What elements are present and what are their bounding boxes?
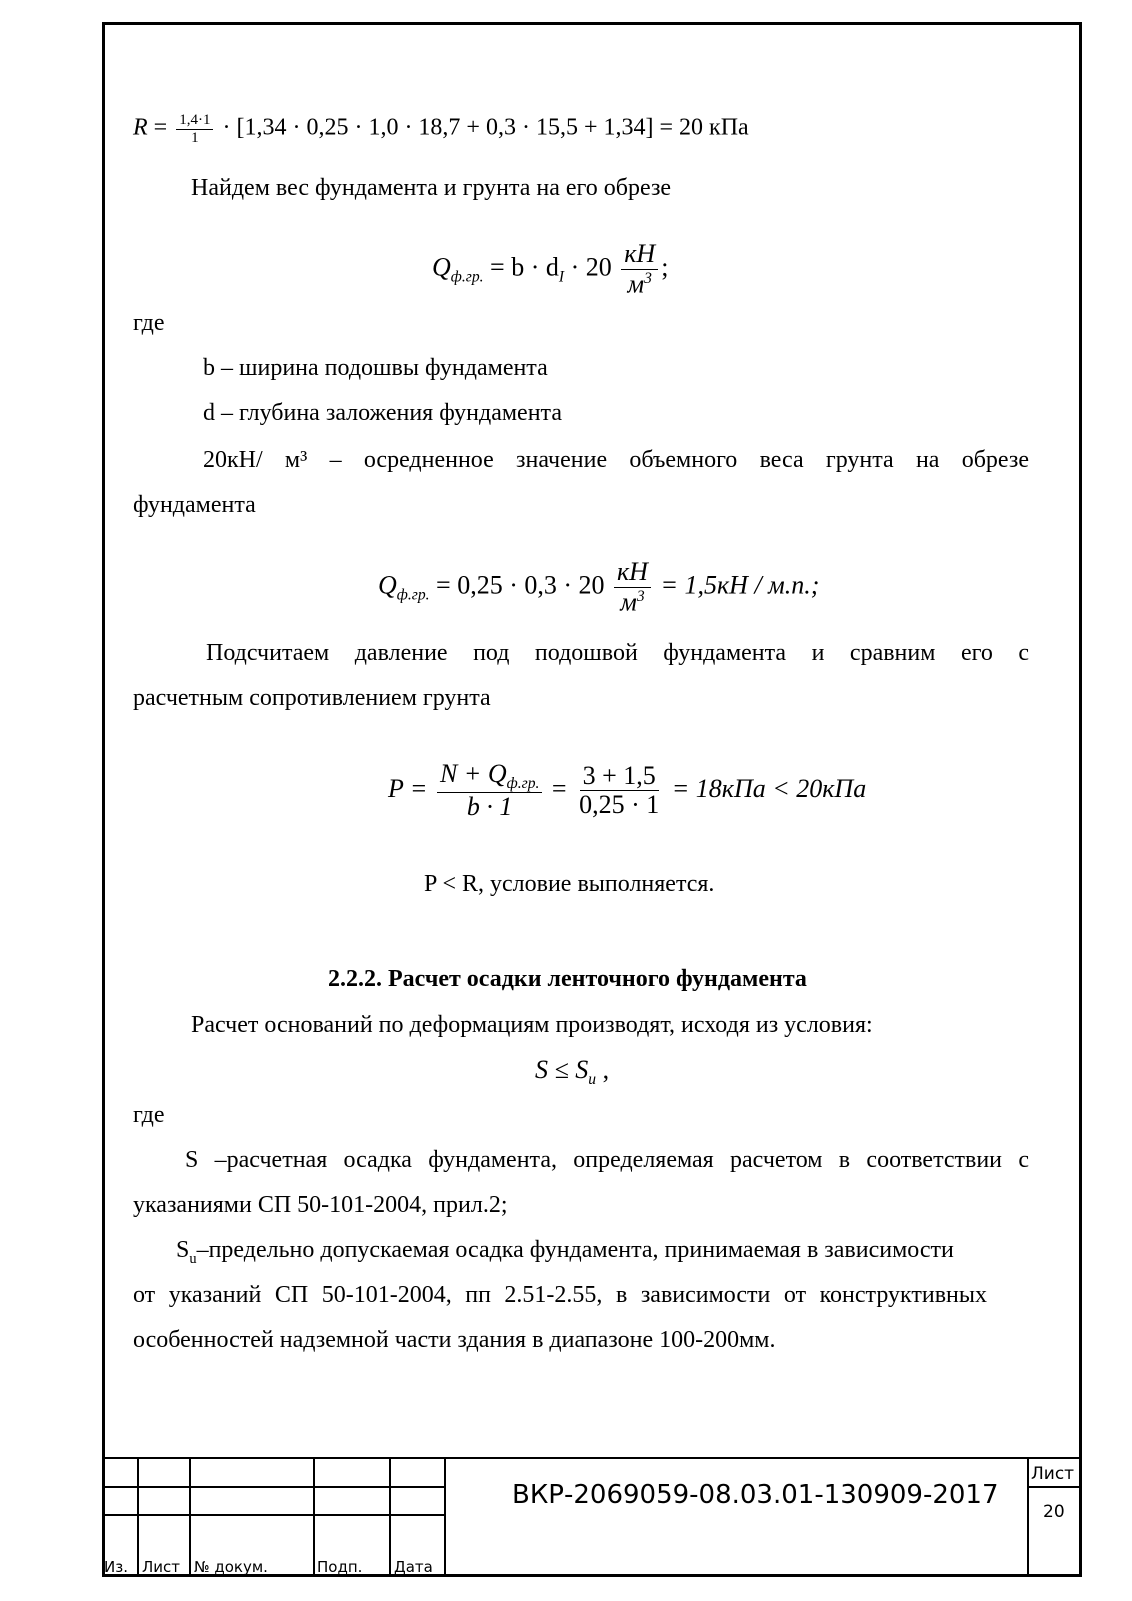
- formula-p: P = $\frac{N + Q_{ф.гр.}}{b \cdot 1}$ = $\frac{3 + 1,5}{0,25 \cdot 1}$ = 18кПа < 20кПа: [388, 759, 867, 822]
- paragraph-3: Расчет оснований по деформациям производят, исходя из условия:: [191, 1012, 873, 1038]
- formula-r-body: · [1,34 · 0,25 · 1,0 · 18,7 + 0,3 · 15,5 + 1,34] =: [222, 114, 674, 141]
- definition-s-line1: S –расчетная осадка фундамента, определяемая расчетом в соответствии с: [185, 1147, 1029, 1173]
- formula-r-fraction: $\frac{1,4\cdot 1}{1}$: [176, 112, 213, 146]
- definition-20-line1: 20кН/ м³ – осредненное значение объемного веса грунта на обрезе: [203, 447, 1029, 473]
- section-heading: 2.2.2. Расчет осадки ленточного фундамента: [328, 966, 807, 992]
- stamp-col-iz: Из.: [104, 1558, 128, 1576]
- sheet-label: Лист: [1031, 1464, 1075, 1484]
- stamp-col-podp: Подп.: [317, 1558, 363, 1576]
- condition-statement: P < R, условие выполняется.: [424, 871, 715, 897]
- definition-su-line1: $S_u$–предельно допускаемая осадка фундамента, принимаемая в зависимости: [176, 1237, 954, 1267]
- formula-q1: $Q_{ф.гр.} = b \cdot d_I \cdot 20$ $\frac{кН}{м^3}$ ;: [432, 239, 669, 299]
- stamp-col-list: Лист: [142, 1558, 181, 1576]
- stamp-col-date: Дата: [394, 1558, 433, 1576]
- formula-p-fraction-1: $\frac{N + Q_{ф.гр.}}{b \cdot 1}$: [437, 760, 542, 822]
- definition-su-line3: особенностей надземной части здания в диапазоне 100-200мм.: [133, 1327, 776, 1353]
- formula-p-fraction-2: $\frac{3 + 1,5}{0,25 \cdot 1}$: [579, 760, 660, 820]
- formula-s: $S \le S_u$ ,: [535, 1055, 610, 1089]
- formula-q2-unit: $\frac{кН}{м^3}$: [614, 558, 651, 617]
- where-label-2: где: [133, 1102, 165, 1128]
- definition-d: d – глубина заложения фундамента: [203, 400, 562, 426]
- definition-su-line2: от указаний СП 50-101-2004, пп 2.51-2.55, в зависимости от конструктивных: [133, 1282, 987, 1308]
- sheet-number: 20: [1043, 1502, 1065, 1522]
- definition-20-line2: фундамента: [133, 492, 256, 518]
- formula-q2: $Q_{ф.гр.} = 0,25 \cdot 0,3 \cdot 20$ $\frac{кН}{м^3}$ = 1,5кН / м.п.;: [378, 557, 820, 617]
- where-label-1: где: [133, 310, 165, 336]
- definition-b: b – ширина подошвы фундамента: [203, 355, 548, 381]
- formula-r-lhs: R: [133, 114, 148, 141]
- paragraph-1: Найдем вес фундамента и грунта на его обрезе: [191, 175, 672, 201]
- document-code: ВКР-2069059-08.03.01-130909-2017: [512, 1480, 999, 1510]
- formula-r: R = $\frac{1,4\cdot 1}{1}$ · [1,34 · 0,25 · 1,0 · 18,7 + 0,3 · 15,5 + 1,34] = 20 кПа: [133, 112, 749, 146]
- paragraph-2-line2: расчетным сопротивлением грунта: [133, 685, 491, 711]
- definition-s-line2: указаниями СП 50-101-2004, прил.2;: [133, 1192, 508, 1218]
- formula-r-result: 20 кПа: [679, 114, 749, 141]
- formula-q1-unit: $\frac{кН}{м^3}$: [621, 240, 658, 299]
- stamp-col-doc: № докум.: [194, 1558, 268, 1576]
- paragraph-2-line1: Подсчитаем давление под подошвой фундамента и сравним его с: [206, 640, 1029, 666]
